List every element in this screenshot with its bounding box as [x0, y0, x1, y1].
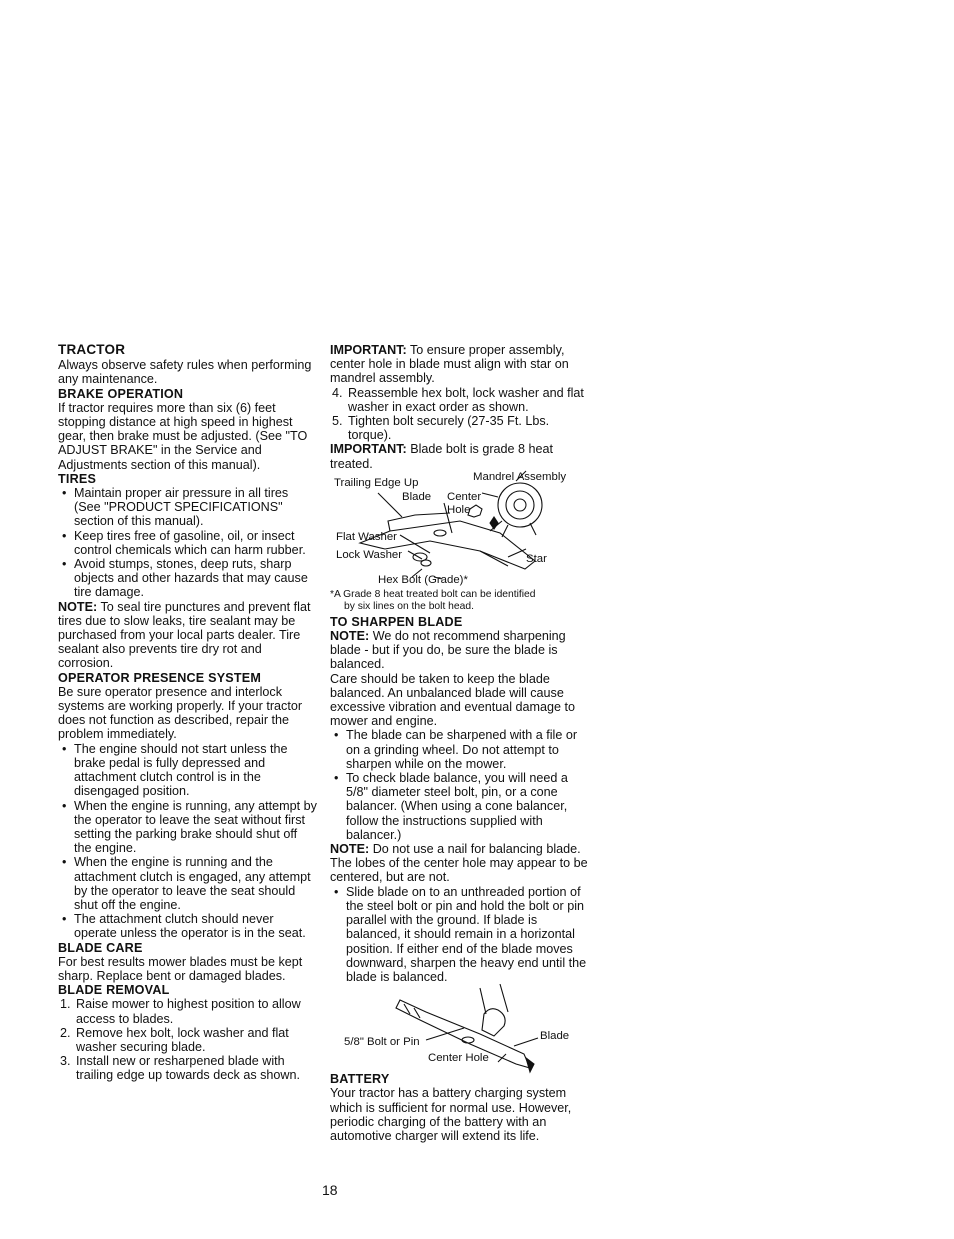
ops-list	[58, 742, 318, 941]
note-label: NOTE:	[58, 599, 98, 614]
list-item: • When the engine is running, any attempt by the operator to leave the seat without first setting the parking brake should shut off the engine.	[58, 799, 318, 856]
step-text: Reassemble hex bolt, lock washer and flat washer in exact order as shown.	[348, 385, 584, 414]
battery-text: Your tractor has a battery charging system which is sufficient for normal use. However, periodic charging of the battery with an automotive charger will extend its life.	[330, 1086, 572, 1143]
list-item: • The attachment clutch should never operate unless the operator is in the seat.	[58, 912, 318, 940]
tires-heading: TIRES	[58, 471, 97, 486]
important-label: IMPORTANT:	[330, 442, 407, 457]
note-label: NOTE:	[330, 629, 370, 644]
footnote-line: *A Grade 8 heat treated bolt can be identified	[330, 588, 536, 600]
step-number: 1.	[60, 997, 71, 1012]
flat-washer-label: Flat Washer	[336, 530, 397, 543]
page-number: 18	[322, 1182, 338, 1198]
list-item: • The blade can be sharpened with a file or on a grinding wheel. Do not attempt to sharpen while on the mower.	[330, 728, 592, 771]
list-item: • Keep tires free of gasoline, oil, or insect control chemicals which can harm rubber.	[58, 529, 318, 557]
list-item: • The engine should not start unless the brake pedal is fully depressed and attachment clutch control is in the disengaged position.	[58, 742, 318, 799]
tractor-text: Always observe safety rules when performing any maintenance.	[58, 358, 312, 387]
list-item: • To check blade balance, you will need a 5/8" diameter steel bolt, pin, or a cone balancer. (When using a cone balancer, follow the instructions supplied with balancer.)	[330, 771, 592, 842]
blade-care-heading: BLADE CARE	[58, 940, 143, 955]
list-item	[58, 1054, 318, 1082]
important-text: To ensure proper assembly, center hole in blade must align with star on mandrel assembly.	[330, 343, 569, 386]
step-text: Raise mower to highest position to allow access to blades.	[76, 997, 301, 1026]
brake-text: If tractor requires more than six (6) feet stopping distance at high speed in highest gear, then brake must be adjusted. (See "TO ADJUST BRAKE" in the Service and Adjustments section of this manual).	[58, 400, 308, 472]
blade-balance-figure	[330, 984, 592, 1080]
reassembly-steps	[330, 386, 592, 443]
important-text: Blade bolt is grade 8 heat treated.	[330, 442, 554, 471]
battery-heading: BATTERY	[330, 1072, 390, 1087]
ops-heading: OPERATOR PRESENCE SYSTEM	[58, 670, 262, 685]
step-number: 2.	[60, 1025, 71, 1040]
center-label: Center	[447, 490, 482, 503]
note-label: NOTE:	[330, 842, 370, 857]
tires-list	[58, 486, 318, 600]
list-item: • When the engine is running and the attachment clutch is engaged, any attempt by the operator to leave the seat should shut off the engine.	[58, 855, 318, 912]
left-column	[58, 343, 318, 1083]
trailing-edge-label: Trailing Edge Up	[334, 476, 419, 489]
mandrel-assembly-label: Mandrel Assembly	[473, 470, 567, 483]
step-number: 5.	[332, 414, 343, 429]
lock-washer-label: Lock Washer	[336, 548, 403, 561]
balance-note	[330, 842, 592, 885]
blade-label: Blade	[402, 490, 432, 503]
note-text: Do not use a nail for balancing blade. The lobes of the center hole may appear to be centered, but are not.	[330, 842, 588, 885]
balance-list	[330, 885, 592, 984]
step-text: Remove hex bolt, lock washer and flat washer securing blade.	[76, 1025, 289, 1054]
sharpen-list	[330, 728, 592, 842]
figure-footnote	[330, 589, 592, 613]
list-item	[58, 1026, 318, 1054]
sharpen-heading: TO SHARPEN BLADE	[330, 614, 463, 629]
sharpen-text: Care should be taken to keep the blade balanced. An unbalanced blade will cause excessive vibration and eventual damage to mower and engine.	[330, 671, 576, 729]
hex-bolt-label: Hex Bolt (Grade)*	[378, 573, 468, 586]
list-item: • Maintain proper air pressure in all tires (See "PRODUCT SPECIFICATIONS" section of this manual).	[58, 486, 318, 529]
list-item: • Avoid stumps, stones, deep ruts, sharp objects and other hazards that may cause tire damage.	[58, 557, 318, 600]
bolt-or-pin-label: 5/8" Bolt or Pin	[344, 1036, 420, 1049]
step-number: 3.	[60, 1054, 71, 1069]
ops-text: Be sure operator presence and interlock systems are working properly. If your tractor does not function as described, repair the problem immediately.	[58, 684, 303, 742]
blade-label: Blade	[540, 1030, 570, 1043]
right-column	[330, 343, 592, 1143]
hole-label: Hole	[447, 503, 471, 516]
step-number: 4.	[332, 385, 343, 400]
list-item	[330, 386, 592, 414]
step-text: Install new or resharpened blade with trailing edge up towards deck as shown.	[76, 1054, 301, 1083]
blade-mounting-figure	[330, 461, 592, 587]
blade-removal-heading: BLADE REMOVAL	[58, 983, 170, 998]
note-text: To seal tire punctures and prevent flat tires due to slow leaks, tire sealant may be purchased from your local parts dealer. Tire sealant also prevents tire dry rot and corrosion.	[58, 599, 311, 671]
tires-note	[58, 600, 318, 671]
sharpen-note	[330, 629, 592, 672]
list-item: • Slide blade on to an unthreaded portion of the steel bolt or pin and hold the bolt or pin parallel with the ground. If blade is balanced, it should remain in a horizontal position. If either end of the blade moves downward, sharpen the heavy end until the blade is balanced.	[330, 885, 592, 984]
star-label: Star	[526, 552, 547, 565]
list-item	[330, 414, 592, 442]
blade-removal-steps	[58, 997, 318, 1082]
note-text: We do not recommend sharpening blade - but if you do, be sure the blade is balanced.	[330, 629, 566, 672]
brake-heading: BRAKE OPERATION	[58, 386, 184, 401]
footnote-line: by six lines on the bolt head.	[344, 600, 474, 612]
important-note-1	[330, 343, 592, 386]
step-text: Tighten bolt securely (27-35 Ft. Lbs. torque).	[348, 414, 550, 443]
list-item	[58, 997, 318, 1025]
blade-care-text: For best results mower blades must be kept sharp. Replace bent or damaged blades.	[58, 954, 303, 983]
center-hole-label: Center Hole	[428, 1052, 489, 1065]
important-label: IMPORTANT:	[330, 343, 407, 357]
tractor-heading: TRACTOR	[58, 342, 126, 357]
